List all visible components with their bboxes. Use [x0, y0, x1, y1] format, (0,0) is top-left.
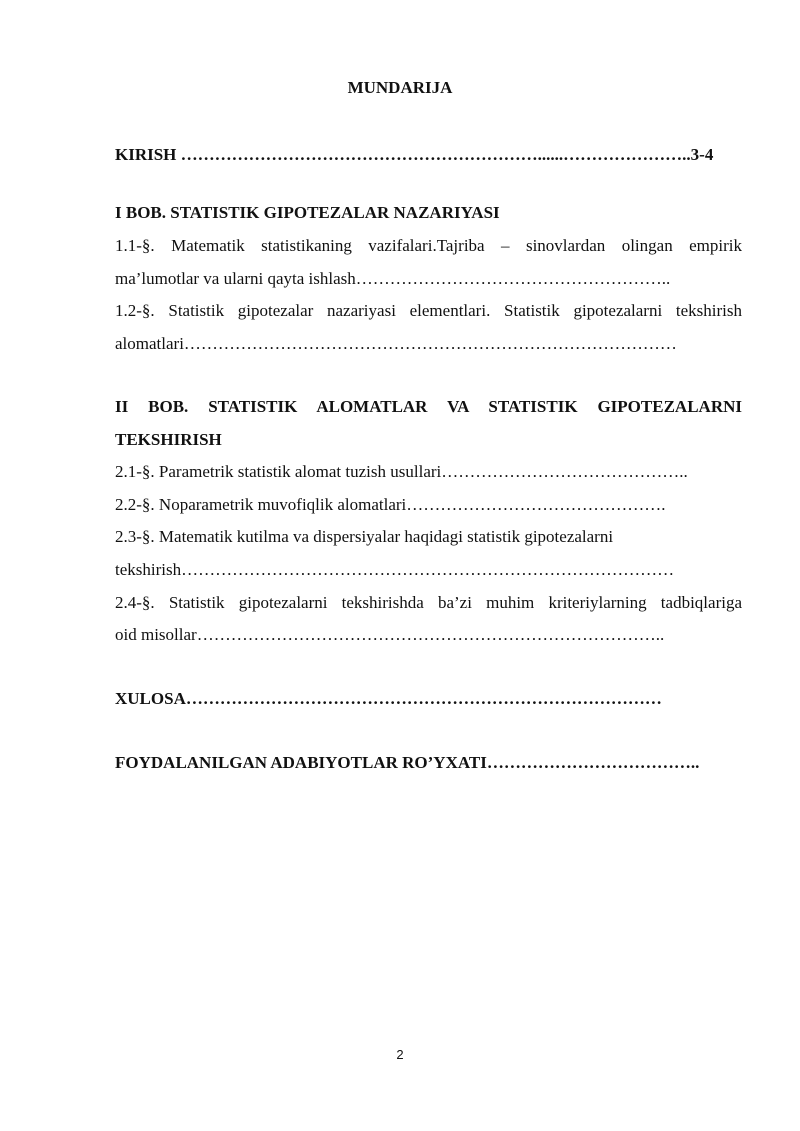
- section-2-4-line2: oid misollar………………………………………………………………………..: [115, 625, 665, 644]
- chapter-2-title-line2: TEKSHIRISH: [115, 430, 222, 449]
- page-number: 2: [396, 1047, 404, 1062]
- toc-entry-adabiyotlar: FOYDALANILGAN ADABIYOTLAR RO’YXATI………………………………..: [115, 753, 700, 772]
- toc-entry-xulosa: XULOSA…………………………………………………………………………: [115, 689, 662, 708]
- section-1-2-line2: alomatlari……………………………………………………………………………: [115, 334, 677, 353]
- section-2-3-line1: 2.3-§. Matematik kutilma va dispersiyalar haqidagi statistik gipotezalarni: [115, 527, 614, 546]
- toc-entry-kirish: KIRISH ………………………………………………………......…………………..3-4: [115, 145, 714, 164]
- chapter-2-title-line1: II BOB. STATISTIK ALOMATLAR VA STATISTIK GIPOTEZALARNI: [115, 397, 742, 416]
- section-2-1: 2.1-§. Parametrik statistik alomat tuzish usullari……………………………………..: [115, 462, 688, 481]
- section-1-2-line1: 1.2-§. Statistik gipotezalar nazariyasi elementlari. Statistik gipotezalarni tekshirish: [115, 301, 742, 320]
- section-2-2: 2.2-§. Noparametrik muvofiqlik alomatlari……………………………………….: [115, 495, 666, 514]
- section-1-1-line2: ma’lumotlar va ularni qayta ishlash………………………………………………..: [115, 269, 671, 288]
- section-1-1-line1: 1.1-§. Matematik statistikaning vazifalari.Tajriba – sinovlardan olingan empirik: [115, 236, 742, 255]
- toc-title: MUNDARIJA: [347, 78, 453, 97]
- section-2-3-line2: tekshirish……………………………………………………………………………: [115, 560, 675, 579]
- section-2-4-line1: 2.4-§. Statistik gipotezalarni tekshirishda ba’zi muhim kriteriylarning tadbiqlariga: [115, 593, 742, 612]
- chapter-1-title: I BOB. STATISTIK GIPOTEZALAR NAZARIYASI: [115, 203, 500, 222]
